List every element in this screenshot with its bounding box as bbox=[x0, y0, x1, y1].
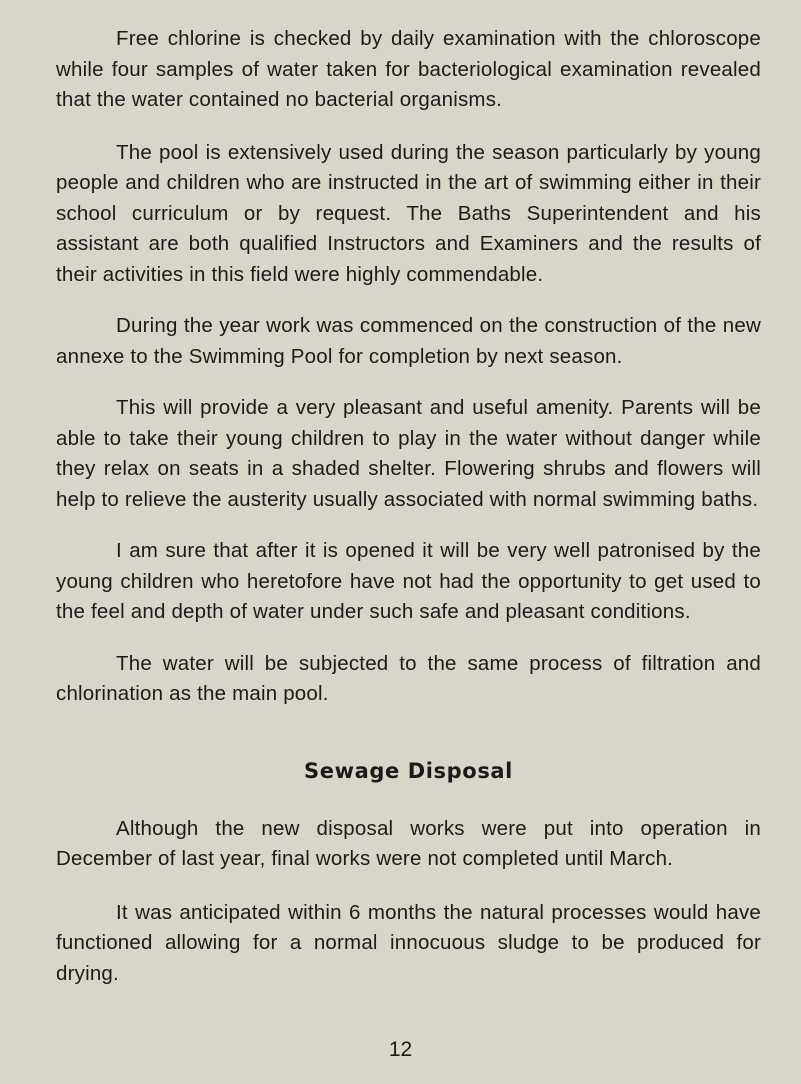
paragraph-annexe-filtration: The water will be subjected to the same process of filtration and chlorination as the main pool. bbox=[56, 651, 761, 705]
paragraph-annexe-patronage: I am sure that after it is opened it will be very well patronised by the young children who heretofore have not had the opportunity to get used to the feel and depth of water under such safe and pleasant conditions. bbox=[56, 539, 761, 623]
paragraph-annexe-amenity: This will provide a very pleasant and useful amenity. Parents will be able to take their young children to play in the water without danger while they relax on seats in a shaded shelter. Flowering shrubs and flowers will help to relieve the austerity usually associated with normal swimming baths. bbox=[56, 396, 761, 511]
paragraph-pool-usage: The pool is extensively used during the season particularly by young people and children who are instructed in the art of swimming either in their school curriculum or by request. The Baths Superintendent and his assistant are both qualified Instructors and Examiners and the results of their activities in this field were highly commendable. bbox=[56, 140, 761, 286]
paragraph-annexe-construction: During the year work was commenced on the construction of the new annexe to the Swimming Pool for completion by next season. bbox=[56, 314, 761, 368]
page-number: 12 bbox=[388, 1038, 413, 1061]
paragraph-disposal-works: Although the new disposal works were put into operation in December of last year, final works were not completed until March. bbox=[56, 816, 761, 870]
paragraph-chlorine-check: Free chlorine is checked by daily examination with the chloroscope while four samples of water taken for bacteriological examination revealed that the water contained no bacterial organisms. bbox=[56, 27, 761, 111]
section-heading-sewage-disposal: Sewage Disposal bbox=[304, 758, 513, 783]
paragraph-sludge-process: It was anticipated within 6 months the natural processes would have functioned allowing for a normal innocuous sludge to be produced for drying. bbox=[56, 900, 761, 985]
